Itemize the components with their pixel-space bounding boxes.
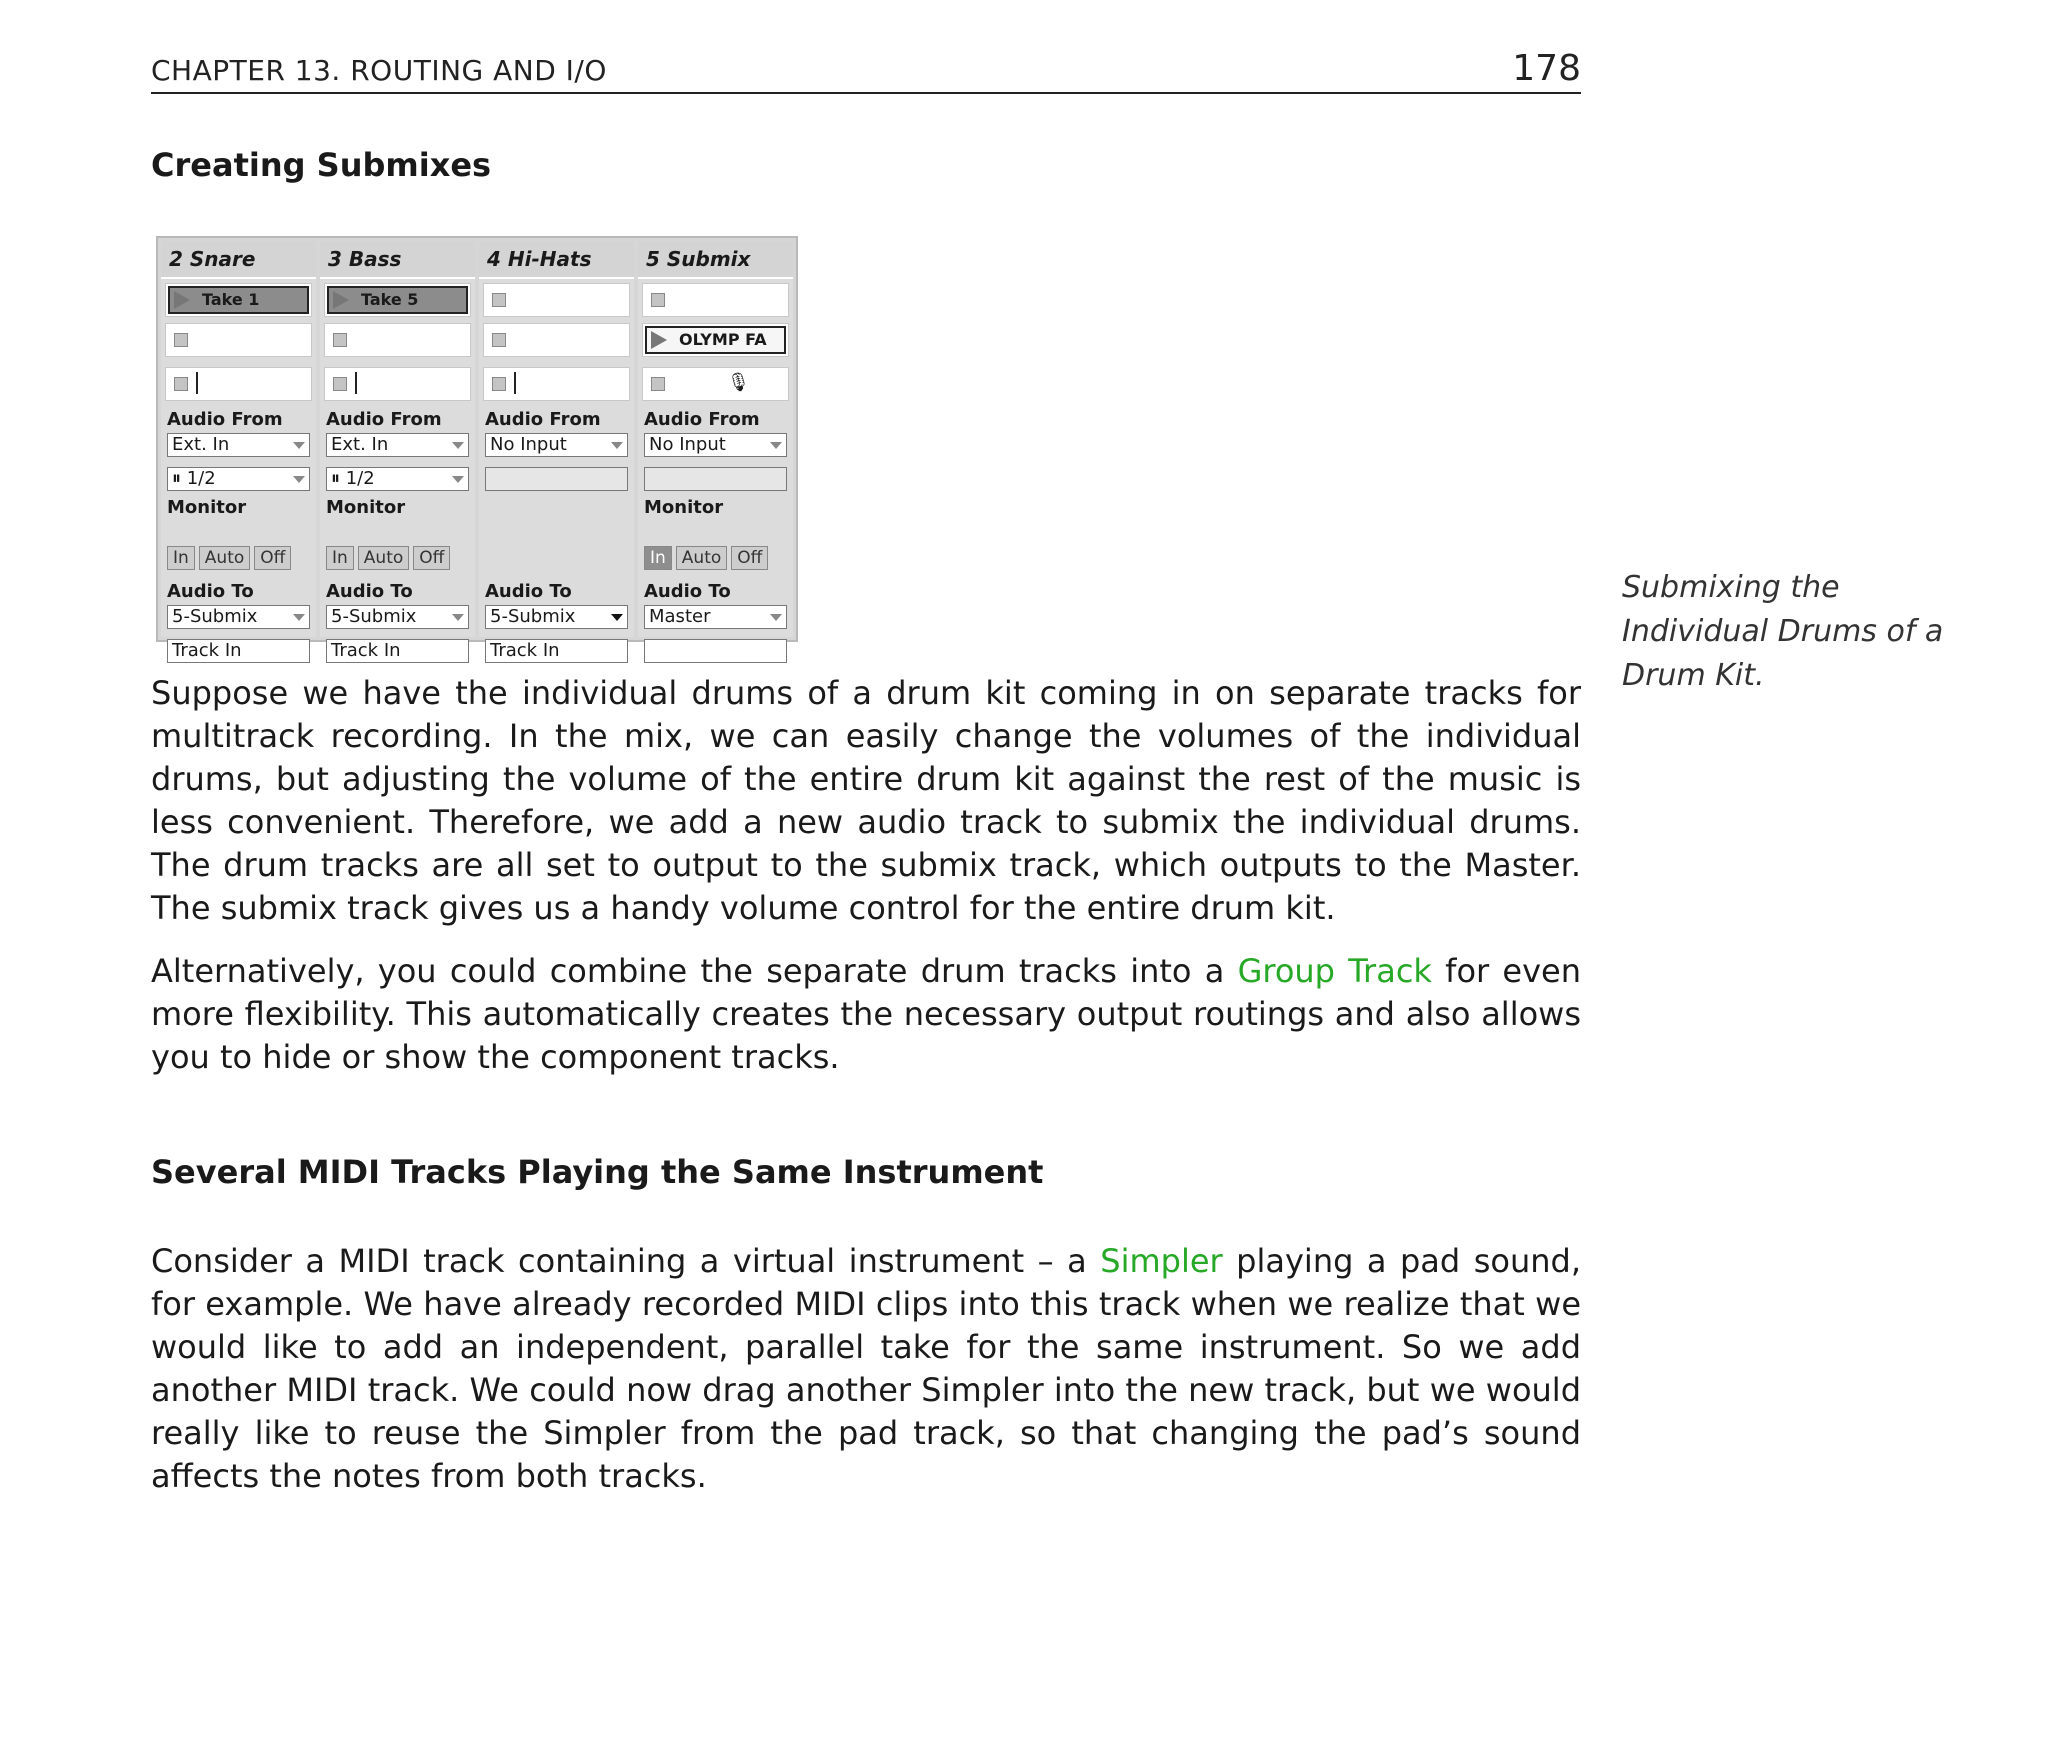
monitor-off-button[interactable]: Off — [731, 546, 768, 570]
track-strip-hihats — [479, 241, 634, 661]
monitor-off-button[interactable]: Off — [254, 546, 291, 570]
monitor-in-button[interactable]: In — [644, 546, 672, 570]
section-heading-midi-tracks: Several MIDI Tracks Playing the Same Instrument — [151, 1153, 1044, 1191]
audio-to-label: Audio To — [485, 581, 572, 602]
divider-line — [514, 372, 516, 394]
section-heading-creating-submixes: Creating Submixes — [151, 146, 492, 184]
monitor-in-button[interactable]: In — [167, 546, 195, 570]
text-run: playing a pad sound, for example. We have already recorded MIDI clips into this track when we realize that we would like to add an independent, parallel take for the same instrument. So we add another MIDI track. We could now drag another Simpler into the new track, but we would really like to reuse the Simpler from the pad track, so that changing the pad’s sound affects the notes from both tracks. — [151, 1242, 1582, 1495]
input-type-value: Ext. In — [172, 434, 230, 455]
track-strip-bass — [320, 241, 475, 661]
microphone-icon[interactable]: 🎙 — [727, 372, 750, 393]
output-type-select[interactable] — [644, 605, 787, 629]
chapter-title: CHAPTER 13. ROUTING AND I/O — [151, 54, 607, 87]
divider-line — [355, 372, 357, 394]
track-title[interactable]: 5 Submix — [638, 241, 793, 279]
track-title[interactable]: 3 Bass — [320, 241, 475, 279]
clip-name: OLYMP FA — [679, 330, 767, 349]
text-run: Consider a MIDI track containing a virtual instrument – a — [151, 1242, 1101, 1280]
output-channel-value: Track In — [172, 640, 242, 661]
play-icon[interactable] — [333, 291, 349, 309]
chevron-down-icon — [611, 614, 623, 621]
paragraph-submix-intro: Suppose we have the individual drums of a drum kit coming in on separate tracks for multitrack recording. In the mix, we can easily change the volumes of the individual drums, but adjusting the volume of the entire drum kit against the rest of the music is less convenient. Therefore, we add a new audio track to submix the individual drums. The drum tracks are all set to output to the submix track, which outputs to the Master. The submix track gives us a handy volume control for the entire drum kit. — [151, 674, 1581, 927]
stop-slot[interactable] — [165, 367, 312, 401]
chevron-down-icon — [293, 476, 305, 483]
monitor-auto-button[interactable]: Auto — [676, 546, 727, 570]
clip-slot-empty[interactable] — [165, 323, 312, 357]
clip-slot-empty[interactable] — [324, 323, 471, 357]
divider-line — [196, 372, 198, 394]
input-channel-select[interactable] — [485, 467, 628, 491]
monitor-off-button[interactable]: Off — [413, 546, 450, 570]
play-icon[interactable] — [651, 331, 667, 349]
paragraph-group-track — [151, 950, 1581, 1079]
output-type-select[interactable] — [167, 605, 310, 629]
chevron-down-icon — [770, 614, 782, 621]
stop-icon[interactable] — [333, 377, 347, 391]
clip[interactable] — [645, 326, 786, 354]
audio-from-label: Audio From — [644, 409, 760, 430]
output-channel-value: Track In — [490, 640, 560, 661]
track-title[interactable]: 2 Snare — [161, 241, 316, 279]
running-header — [151, 48, 1581, 94]
chevron-down-icon — [770, 442, 782, 449]
input-channel-select[interactable] — [644, 467, 787, 491]
output-type-value: 5-Submix — [331, 606, 417, 627]
input-type-select[interactable] — [167, 433, 310, 457]
stop-icon[interactable] — [651, 293, 665, 307]
figure-caption: Submixing the Individual Drums of a Drum Kit. — [1622, 570, 1944, 693]
track-strip-submix — [638, 241, 793, 637]
audio-to-label: Audio To — [326, 581, 413, 602]
stop-icon[interactable] — [492, 333, 506, 347]
output-type-select[interactable] — [326, 605, 469, 629]
clip-slot-empty[interactable] — [483, 283, 630, 317]
stop-icon[interactable] — [651, 377, 665, 391]
input-channel-select[interactable] — [326, 467, 469, 491]
play-icon[interactable] — [174, 291, 190, 309]
mixer-figure — [156, 236, 798, 661]
audio-from-label: Audio From — [326, 409, 442, 430]
stop-icon[interactable] — [492, 377, 506, 391]
monitor-buttons — [326, 546, 450, 570]
stop-icon[interactable] — [174, 333, 188, 347]
chevron-down-icon — [452, 476, 464, 483]
track-title[interactable]: 4 Hi-Hats — [479, 241, 634, 279]
monitor-label: Monitor — [167, 497, 247, 518]
track-strip-snare — [161, 241, 316, 661]
input-type-select[interactable] — [326, 433, 469, 457]
input-channel-value: 1/2 — [186, 468, 216, 489]
input-type-select[interactable] — [485, 433, 628, 457]
input-channel-value: 1/2 — [345, 468, 375, 489]
chevron-down-icon — [293, 442, 305, 449]
group-track-link[interactable]: Group Track — [1237, 952, 1432, 990]
audio-from-label: Audio From — [167, 409, 283, 430]
clip-slot[interactable] — [324, 283, 471, 317]
channel-icon: ⏸ — [331, 468, 346, 489]
monitor-auto-button[interactable]: Auto — [199, 546, 250, 570]
monitor-in-button[interactable]: In — [326, 546, 354, 570]
clip[interactable] — [168, 286, 309, 314]
output-channel-select[interactable] — [326, 639, 469, 663]
output-channel-select[interactable] — [167, 639, 310, 663]
output-channel-select[interactable] — [485, 639, 628, 663]
stop-icon[interactable] — [333, 333, 347, 347]
text-run: for even more flexibility. This automatically creates the necessary output routings and also allows you to hide or show the component tracks. — [151, 952, 1582, 1076]
audio-to-label: Audio To — [167, 581, 254, 602]
channel-icon: ⏸ — [172, 468, 187, 489]
chevron-down-icon — [452, 614, 464, 621]
monitor-label: Monitor — [644, 497, 724, 518]
output-type-value: Master — [649, 606, 711, 627]
input-type-select[interactable] — [644, 433, 787, 457]
audio-from-label: Audio From — [485, 409, 601, 430]
clip-slot[interactable] — [642, 323, 789, 357]
simpler-link[interactable]: Simpler — [1100, 1242, 1223, 1280]
chevron-down-icon — [611, 442, 623, 449]
clip-slot-empty[interactable] — [483, 323, 630, 357]
input-type-value: Ext. In — [331, 434, 389, 455]
output-channel-value: Track In — [331, 640, 401, 661]
text-run: Alternatively, you could combine the separate drum tracks into a — [151, 952, 1238, 990]
stop-slot[interactable] — [324, 367, 471, 401]
clip-slot-empty[interactable] — [642, 283, 789, 317]
stop-slot[interactable] — [642, 367, 789, 401]
clip-name: Take 5 — [361, 290, 419, 309]
output-channel-select[interactable] — [644, 639, 787, 663]
output-type-select[interactable] — [485, 605, 628, 629]
output-type-value: 5-Submix — [490, 606, 576, 627]
stop-icon[interactable] — [492, 293, 506, 307]
monitor-label: Monitor — [326, 497, 406, 518]
chevron-down-icon — [293, 614, 305, 621]
input-type-value: No Input — [490, 434, 567, 455]
paragraph-midi-tracks — [151, 1240, 1581, 1498]
input-channel-select[interactable] — [167, 467, 310, 491]
stop-icon[interactable] — [174, 377, 188, 391]
monitor-buttons — [644, 546, 768, 570]
clip-slot[interactable] — [165, 283, 312, 317]
chevron-down-icon — [452, 442, 464, 449]
audio-to-label: Audio To — [644, 581, 731, 602]
clip[interactable] — [327, 286, 468, 314]
clip-name: Take 1 — [202, 290, 260, 309]
monitor-buttons — [167, 546, 291, 570]
page-number: 178 — [1512, 48, 1581, 89]
output-type-value: 5-Submix — [172, 606, 258, 627]
monitor-auto-button[interactable]: Auto — [358, 546, 409, 570]
stop-slot[interactable] — [483, 367, 630, 401]
input-type-value: No Input — [649, 434, 726, 455]
